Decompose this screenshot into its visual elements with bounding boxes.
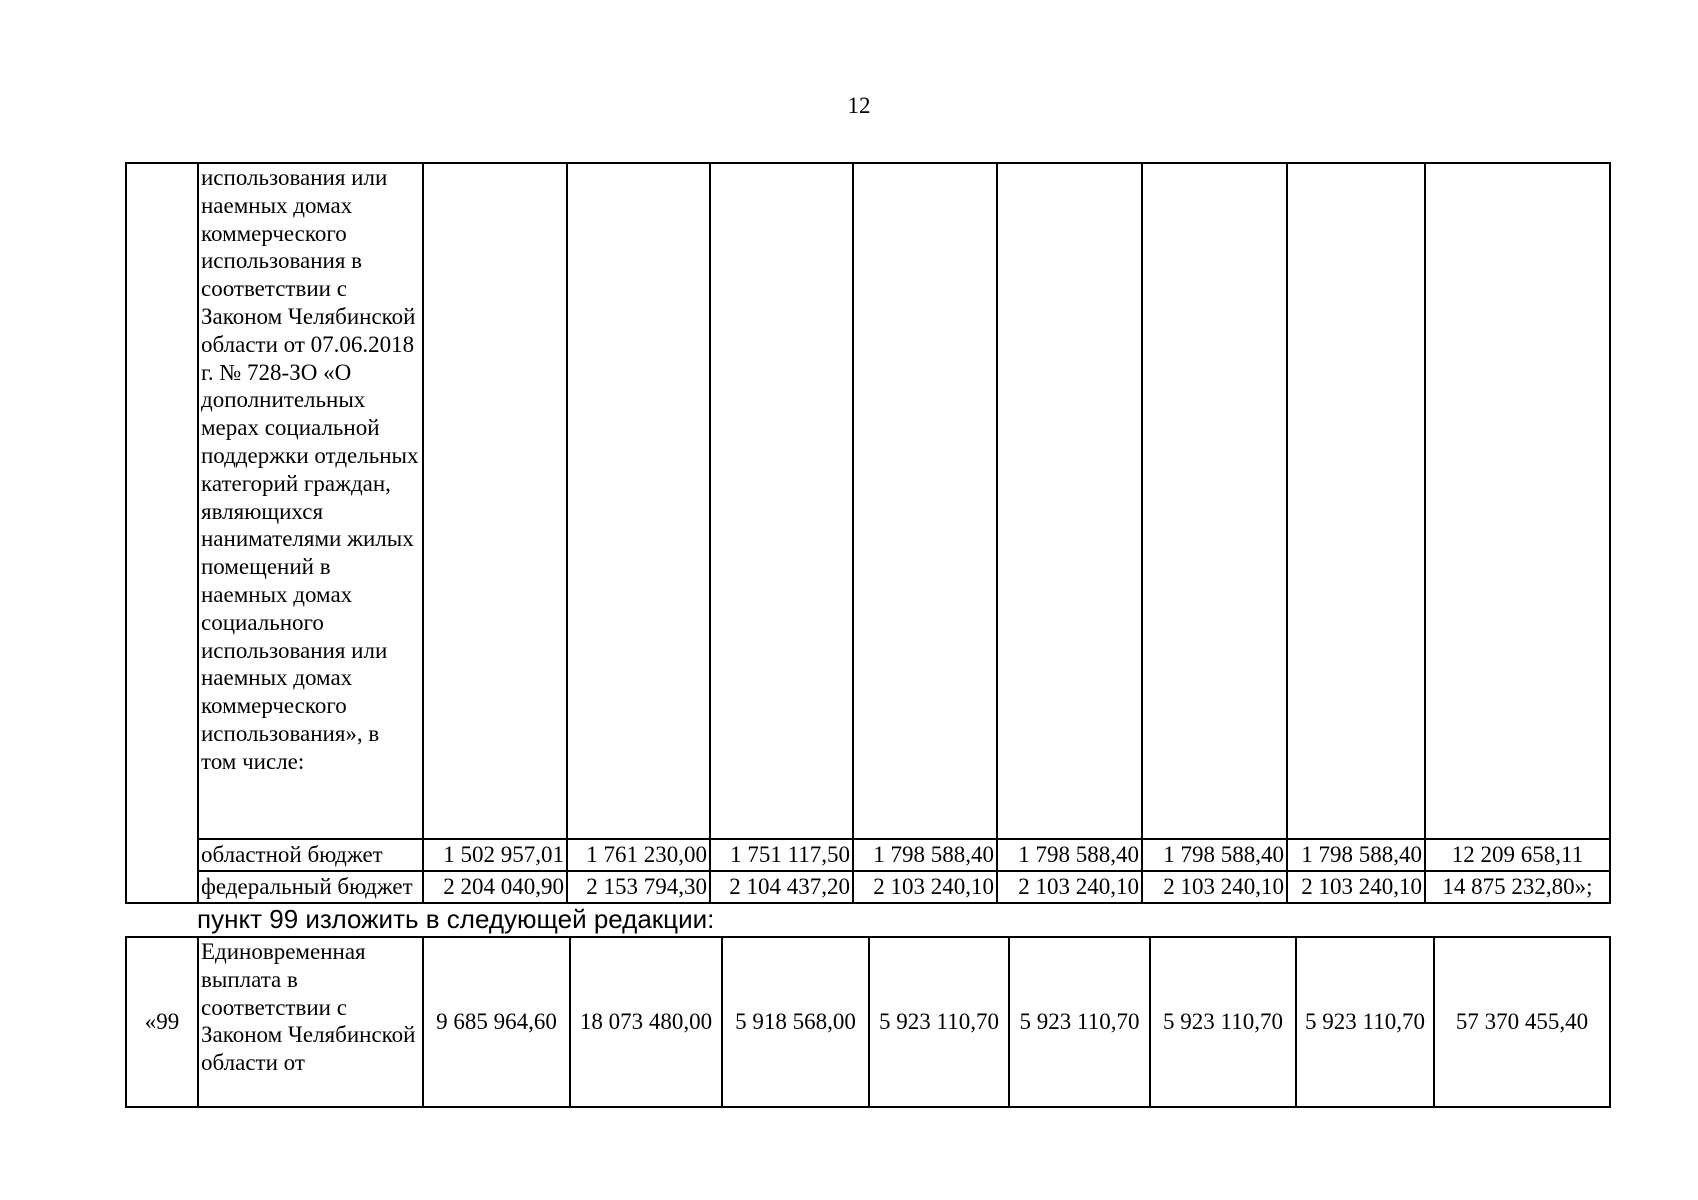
value-cell: 5 923 110,70 <box>1296 937 1434 1107</box>
instruction-text: пункт 99 изложить в следующей редакции: <box>197 904 715 934</box>
value-cell: 1 502 957,01 <box>423 839 567 871</box>
value-cell: 2 153 794,30 <box>567 871 710 903</box>
value-cell: 9 685 964,60 <box>423 937 570 1107</box>
value-cell: 2 103 240,10 <box>853 871 997 903</box>
value-cell <box>997 163 1142 839</box>
value-cell: 5 923 110,70 <box>1150 937 1296 1107</box>
value-cell: 2 103 240,10 <box>1287 871 1425 903</box>
budget-table-continued <box>125 162 1611 904</box>
measure-description: Единовременная выплата в соответствии с Законом Челябинской области от <box>198 937 423 1107</box>
value-cell: 1 751 117,50 <box>710 839 853 871</box>
value-cell: 2 103 240,10 <box>1142 871 1287 903</box>
value-cell: 1 798 588,40 <box>997 839 1142 871</box>
value-cell: 5 918 568,00 <box>722 937 869 1107</box>
value-cell: 2 103 240,10 <box>997 871 1142 903</box>
total-cell: 57 370 455,40 <box>1434 937 1610 1107</box>
value-cell: 18 073 480,00 <box>570 937 722 1107</box>
table-row <box>126 163 1610 839</box>
measure-description: использования или наемных домах коммерческого использования в соответствии с Законом Челябинской области от 07.06.2018 г. № 728-ЗО «О дополнительных мерах социальной поддержки отдельных категорий граждан, являющихся нанимателями жилых помещений в наемных домах социального использования или наемных домах коммерческого использования», в том числе: <box>198 163 423 839</box>
value-cell <box>567 163 710 839</box>
budget-table-item-99 <box>125 936 1611 1108</box>
value-cell: 1 761 230,00 <box>567 839 710 871</box>
item-number-cell <box>126 163 198 903</box>
value-cell <box>1142 163 1287 839</box>
value-cell <box>423 163 567 839</box>
total-cell: 14 875 232,80»; <box>1425 871 1610 903</box>
budget-label: областной бюджет <box>198 839 423 871</box>
value-cell: 5 923 110,70 <box>869 937 1009 1107</box>
table-row-regional-budget <box>126 839 1610 871</box>
value-cell: 1 798 588,40 <box>853 839 997 871</box>
budget-label: федеральный бюджет <box>198 871 423 903</box>
value-cell: 1 798 588,40 <box>1287 839 1425 871</box>
value-cell <box>1287 163 1425 839</box>
value-cell: 5 923 110,70 <box>1009 937 1150 1107</box>
value-cell: 2 104 437,20 <box>710 871 853 903</box>
page-number: 12 <box>847 93 871 118</box>
item-number-cell: «99 <box>126 937 198 1107</box>
total-cell <box>1425 163 1610 839</box>
table-row-federal-budget <box>126 871 1610 903</box>
total-cell: 12 209 658,11 <box>1425 839 1610 871</box>
value-cell: 2 204 040,90 <box>423 871 567 903</box>
table-row <box>126 937 1610 1107</box>
value-cell: 1 798 588,40 <box>1142 839 1287 871</box>
value-cell <box>710 163 853 839</box>
value-cell <box>853 163 997 839</box>
